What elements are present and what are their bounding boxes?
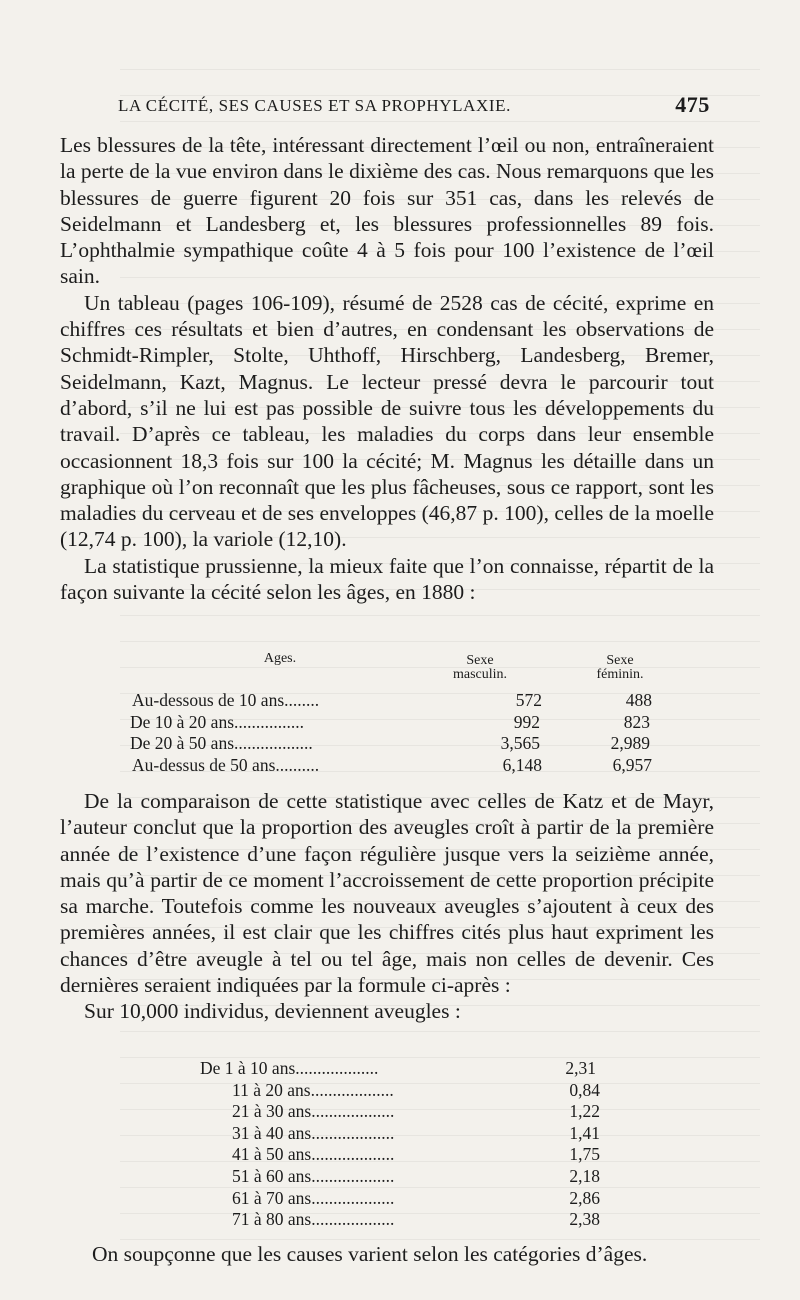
table-row: [200, 1209, 600, 1231]
female-value: 823: [623, 711, 650, 732]
row-label: De 10 à 20 ans................: [130, 711, 305, 732]
row-label: 51 à 60 ans...................: [232, 1165, 395, 1186]
table-row: [120, 690, 680, 712]
row-value: 1,22: [569, 1101, 600, 1122]
female-value: 6,957: [612, 754, 652, 775]
col-male: Sexe masculin.: [452, 653, 508, 682]
row-label: 21 à 30 ans...................: [232, 1101, 395, 1122]
body-text: [60, 132, 714, 605]
blindness-rate-table: [200, 1058, 600, 1231]
table-row: [120, 733, 680, 755]
table-row: [200, 1058, 600, 1080]
row-label: 71 à 80 ans...................: [232, 1209, 395, 1230]
row-value: 0,84: [569, 1079, 600, 1100]
table-row: [200, 1166, 600, 1188]
table-row: [200, 1123, 600, 1145]
table-row: [200, 1144, 600, 1166]
row-label: 41 à 50 ans...................: [232, 1144, 395, 1165]
row-label: Au-dessus de 50 ans..........: [132, 754, 320, 775]
table-row: [200, 1188, 600, 1210]
male-value: 992: [513, 711, 540, 732]
table-header: [120, 650, 680, 690]
row-value: 2,38: [569, 1209, 600, 1230]
row-label: 61 à 70 ans...................: [232, 1187, 395, 1208]
page-number: 475: [675, 92, 710, 117]
age-sex-table: [120, 650, 680, 776]
row-label: Au-dessous de 10 ans........: [132, 690, 320, 710]
row-label: De 1 à 10 ans...................: [200, 1058, 379, 1078]
row-value: 1,41: [569, 1122, 600, 1143]
row-label: 31 à 40 ans...................: [232, 1122, 395, 1143]
row-value: 1,75: [569, 1144, 600, 1165]
row-label: 11 à 20 ans...................: [232, 1079, 394, 1100]
row-value: 2,86: [569, 1187, 600, 1208]
table-row: [120, 712, 680, 734]
male-value: 6,148: [502, 754, 542, 775]
paragraph-5: Sur 10,000 individus, deviennent aveugles :: [84, 999, 461, 1024]
table-row: [200, 1101, 600, 1123]
table-row: [200, 1080, 600, 1102]
row-label: De 20 à 50 ans..................: [130, 733, 313, 753]
col-ages: Ages.: [263, 651, 297, 666]
paragraph-1: Les blessures de la tête, intéressant directement l’œil ou non, entraîneraient la perte de la vue environ dans le dixième des cas. Nous remarquons que les blessures de guerre figurent 20 fois sur 351 cas, dans les relevés de Seidelmann et Landesberg et, les blessures professionnelles 89 fois. L’ophthalmie sympathique coûte 4 à 5 fois pour 100 l’existence de l’œil sain.: [60, 133, 714, 289]
paragraph-3: La statistique prussienne, la mieux faite que l’on connaisse, répartit de la façon suivante la cécité selon les âges, en 1880 :: [60, 553, 714, 605]
closing-line: On soupçonne que les causes varient selon les catégories d’âges.: [92, 1242, 648, 1266]
male-value: 3,565: [500, 733, 540, 753]
row-value: 2,18: [569, 1165, 600, 1186]
table-row: [120, 755, 680, 777]
col-female: Sexe féminin.: [596, 653, 644, 682]
male-value: 572: [515, 690, 542, 710]
female-value: 488: [625, 690, 652, 710]
running-title: LA CÉCITÉ, SES CAUSES ET SA PROPHYLAXIE.: [118, 96, 512, 115]
paragraph-4: De la comparaison de cette statistique avec celles de Katz et de Mayr, l’auteur conclut que la proportion des aveugles croît à partir de la première année de l’existence d’une façon régulière jusque vers la seizième année, mais qu’à partir de ce moment l’accroissement de cette proportion précipite sa marche. Toutefois comme les nouveaux aveugles s’ajoutent à ceux des premières années, il est clair que les chiffres cités plus haut expriment les chances d’être aveugle à tel ou tel âge, mais non celles de devenir. Ces dernières seraient indiquées par la formule ci-après :: [60, 789, 714, 998]
body-text-2: [60, 788, 714, 1025]
paragraph-2: Un tableau (pages 106-109), résumé de 2528 cas de cécité, exprime en chiffres ces résultats et bien d’autres, en condensant les observations de Schmidt-Rimpler, Stolte, Uhthoff, Hirschberg, Landesberg, Bremer, Seidelmann, Kazt, Magnus. Le lecteur pressé devra le parcourir tout d’abord, s’il ne lui est pas possible de suivre tous les développements du travail. D’après ce tableau, les maladies du corps dans leur ensemble occasionnent 18,3 fois sur 100 la cécité; M. Magnus les détaille dans un graphique où l’on reconnaît que les plus fâcheuses, sous ce rapport, sont les maladies du cerveau et de ses enveloppes (46,87 p. 100), celles de la moelle (12,74 p. 100), la variole (12,10).: [60, 290, 714, 552]
female-value: 2,989: [610, 733, 650, 753]
row-value: 2,31: [565, 1058, 596, 1078]
